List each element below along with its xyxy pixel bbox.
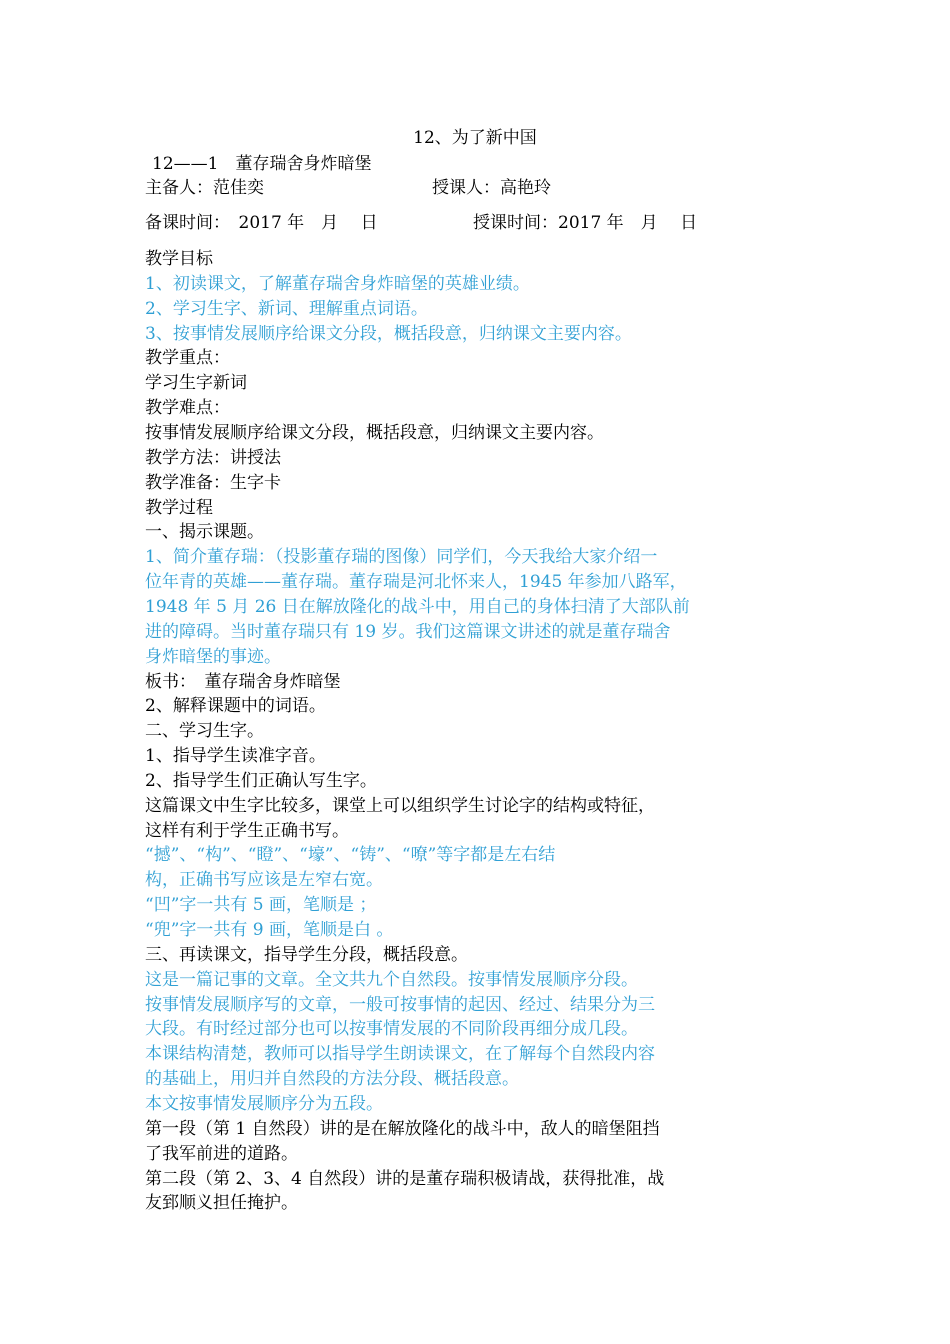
text-line: 学习生字新词 (145, 373, 247, 394)
lesson-title: 12、为了新中国 (413, 128, 537, 148)
text-line: 的基础上，用归并自然段的方法分段、概括段意。 (145, 1069, 519, 1090)
text-line: 教学难点： (145, 398, 230, 419)
preparer-line: 主备人：范佳奕 (145, 178, 264, 198)
text-line: 教学过程 (145, 497, 213, 518)
text-line: 按事情发展顺序写的文章，一般可按事情的起因、经过、结果分为三 (145, 994, 655, 1015)
text-line: 1、指导学生读准字音。 (145, 746, 326, 766)
text-line: 2、学习生字、新词、理解重点词语。 (145, 298, 428, 319)
text-line: 板书： 董存瑞舍身炸暗堡 (145, 671, 341, 692)
prep-time-line: 备课时间： 2017 年 月 日 (145, 213, 378, 233)
lesson-subtitle: 12——1 董存瑞舍身炸暗堡 (152, 154, 372, 174)
text-line: 三、再读课文，指导学生分段，概括段意。 (145, 944, 468, 965)
text-line: 1948 年 5 月 26 日在解放隆化的战斗中，用自己的身体扫清了大部队前 (145, 596, 690, 617)
text-line: 教学准备：生字卡 (145, 472, 281, 493)
text-line: 教学目标 (145, 249, 213, 269)
text-line: 一、揭示课题。 (145, 522, 264, 543)
text-line: 位年青的英雄——董存瑞。董存瑞是河北怀来人，1945 年参加八路军， (145, 572, 687, 592)
teach-time-line: 授课时间：2017 年 月 日 (473, 213, 698, 233)
text-line: 第二段（第 2、3、4 自然段）讲的是董存瑞积极请战，获得批准，战 (145, 1168, 665, 1189)
text-line: “兜”字一共有 9 画，笔顺是白 。 (145, 920, 394, 940)
text-line: 1、初读课文，了解董存瑞舍身炸暗堡的英雄业绩。 (145, 273, 530, 294)
text-line: 进的障碍。当时董存瑞只有 19 岁。我们这篇课文讲述的就是董存瑞舍 (145, 621, 671, 642)
text-line: 身炸暗堡的事迹。 (145, 646, 281, 667)
text-line: 构，正确书写应该是左窄右宽。 (145, 870, 383, 891)
text-line: 这样有利于学生正确书写。 (145, 820, 349, 841)
text-line: 3、按事情发展顺序给课文分段，概括段意，归纳课文主要内容。 (145, 323, 632, 344)
text-line: 本课结构清楚，教师可以指导学生朗读课文，在了解每个自然段内容 (145, 1044, 655, 1065)
text-line: “撼”、“构”、“瞪”、“壕”、“铸”、“嘹”等字都是左右结 (145, 845, 556, 866)
text-line: 教学重点： (145, 348, 230, 369)
text-line: 本文按事情发展顺序分为五段。 (145, 1093, 383, 1114)
text-line: 这是一篇记事的文章。全文共九个自然段。按事情发展顺序分段。 (145, 969, 638, 990)
text-line: “凹”字一共有 5 画，笔顺是 ； (145, 895, 377, 916)
text-line: 教学方法：讲授法 (145, 447, 281, 468)
teacher-line: 授课人：高艳玲 (432, 178, 551, 198)
text-line: 友郅顺义担任掩护。 (145, 1193, 298, 1214)
text-line: 这篇课文中生字比较多，课堂上可以组织学生讨论字的结构或特征， (145, 795, 655, 816)
text-line: 按事情发展顺序给课文分段，概括段意，归纳课文主要内容。 (145, 423, 604, 443)
text-line: 二、学习生字。 (145, 721, 264, 742)
text-line: 2、解释课题中的词语。 (145, 696, 326, 717)
text-line: 了我军前进的道路。 (145, 1143, 298, 1164)
text-line: 大段。有时经过部分也可以按事情发展的不同阶段再细分成几段。 (145, 1019, 638, 1040)
text-line: 第一段（第 1 自然段）讲的是在解放隆化的战斗中，敌人的暗堡阻挡 (145, 1118, 660, 1139)
text-line: 1、简介董存瑞：（投影董存瑞的图像）同学们，今天我给大家介绍一 (145, 547, 658, 568)
text-line: 2、指导学生们正确认写生字。 (145, 770, 377, 791)
